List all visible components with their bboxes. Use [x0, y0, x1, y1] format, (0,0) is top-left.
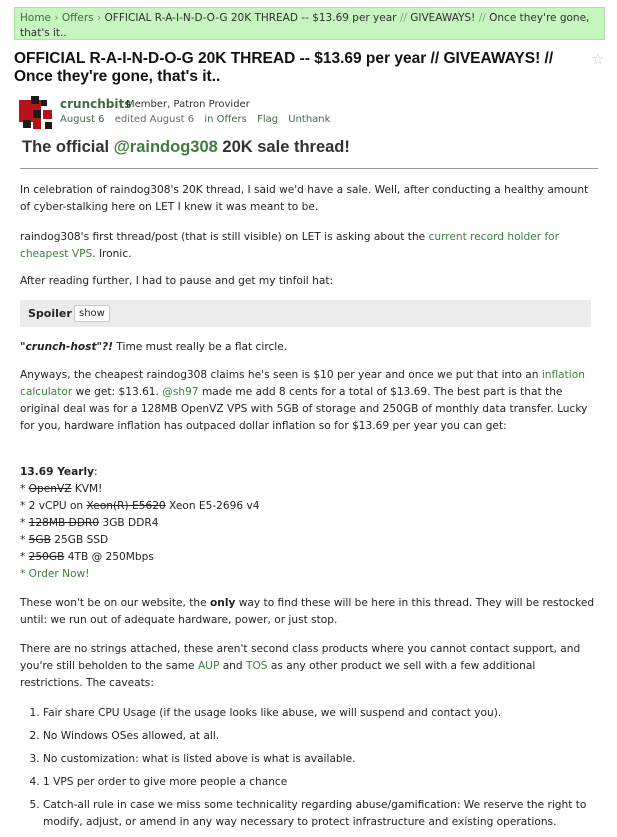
struck-text: Xeon(R) E5620: [86, 500, 166, 512]
text: 3GB DDR4: [99, 517, 159, 529]
heading-text: The official: [22, 138, 110, 156]
text: and: [219, 660, 246, 672]
author-role: Member, Patron Provider: [126, 99, 250, 110]
sh97-mention-link[interactable]: @sh97: [162, 386, 199, 398]
breadcrumb-home[interactable]: Home: [20, 12, 52, 24]
bold-text: only: [210, 597, 236, 609]
breadcrumb-separator: ›: [54, 12, 62, 24]
spec-list: [20, 464, 598, 583]
spoiler-label: Spoiler: [28, 307, 72, 320]
heading-text: 20K sale thread!: [222, 138, 350, 156]
breadcrumb-slash: //: [399, 12, 407, 24]
breadcrumb-offers[interactable]: Offers: [61, 12, 94, 24]
order-now-link[interactable]: Order Now!: [28, 568, 90, 580]
avatar[interactable]: [19, 96, 52, 129]
text: KVM!: [71, 483, 103, 495]
spec-item: [20, 515, 598, 532]
breadcrumb-current-3: Once they're gone, that's it..: [20, 12, 590, 39]
bullet: *: [20, 517, 29, 529]
paragraph-first-thread: [20, 229, 598, 263]
avatar-logo: [19, 96, 52, 129]
italic-text: "crunch-host"?!: [20, 341, 114, 353]
struck-text: 128MB DDR0: [28, 517, 100, 529]
caveat-item: 3. No customization: what is listed above is what is available.: [43, 751, 598, 768]
star-icon[interactable]: ☆: [591, 50, 605, 68]
text: 25GB SSD: [50, 534, 109, 546]
post-meta: [60, 114, 337, 125]
breadcrumb-current-2: GIVEAWAYS!: [410, 12, 476, 24]
post-heading: [22, 138, 350, 157]
text: way to find these will be here in this thread. They will be restocked until: we run out of adequate hardware, power, or just stop.: [20, 597, 595, 626]
text: Time must really be a flat circle.: [113, 341, 288, 353]
breadcrumb-current-1: OFFICIAL R-A-I-N-D-O-G 20K THREAD -- $13.69 per year: [104, 12, 397, 24]
spec-item: [20, 532, 598, 549]
text: as any other product we sell with a few additional restrictions. The caveats:: [20, 660, 536, 689]
paragraph-intro: In celebration of raindog308's 20K thread, I said we'd have a sale. Well, after conducting a healthy amount of cyber-stalking here on LET I knew it was meant to be.: [20, 184, 589, 213]
breadcrumb-slash: //: [478, 12, 486, 24]
spec-title-text: 13.69 Yearly: [20, 466, 94, 478]
bullet: *: [20, 551, 29, 563]
tos-link[interactable]: TOS: [246, 660, 268, 672]
post-edited: edited August 6: [114, 114, 195, 125]
text: 2 vCPU on: [28, 500, 87, 512]
text: :: [94, 466, 98, 478]
bullet: *: [20, 534, 29, 546]
bullet: *: [20, 568, 29, 580]
text: Xeon E5-2696 v4: [165, 500, 260, 512]
text: 4TB @ 250Mbps: [64, 551, 154, 563]
aup-link[interactable]: AUP: [197, 660, 220, 672]
spec-item: [20, 498, 598, 515]
text: Anyways, the cheapest raindog308 claims he's seen is $10 per year and once we put that into an: [20, 369, 539, 381]
author-name[interactable]: crunchbits: [60, 97, 132, 111]
struck-text: 250GB: [28, 551, 65, 563]
caveat-item: 4. 1 VPS per order to give more people a chance: [43, 774, 598, 791]
post-date[interactable]: August 6: [60, 114, 105, 125]
heading-mention-link[interactable]: @raindog308: [113, 138, 218, 156]
flag-link[interactable]: Flag: [257, 114, 279, 125]
text: made me add 8 cents for a total of $13.69. The best part is that the original deal was for a 128MB OpenVZ VPS with 5GB of storage and 250GB of monthly data transfer. Lucky for you, hardware inflation has outpaced dollar inflation so for $13.69 per year you can get:: [20, 386, 588, 432]
text: There are no strings attached, these aren't second class products where you cannot contact support, and you're still beholden to the same: [20, 643, 581, 672]
caveat-item: 2. No Windows OSes allowed, at all.: [43, 728, 598, 745]
paragraph-inflation: [20, 367, 598, 435]
spoiler-show-button[interactable]: show: [74, 305, 110, 322]
spec-title: [20, 464, 598, 481]
thread-title: OFFICIAL R-A-I-N-D-O-G 20K THREAD -- $13.69 per year // GIVEAWAYS! // Once they're gone, that's it..: [14, 50, 554, 85]
bullet: *: [20, 500, 29, 512]
paragraph-tinfoil: After reading further, I had to pause and get my tinfoil hat:: [20, 275, 334, 287]
post-category[interactable]: in Offers: [204, 114, 247, 125]
text: raindog308's first thread/post (that is still visible) on LET is asking about the: [20, 231, 426, 243]
caveats-list: [20, 705, 598, 837]
unthank-link[interactable]: Unthank: [288, 114, 331, 125]
order-now-item: [20, 566, 598, 583]
breadcrumb: [14, 7, 605, 40]
caveat-item: 5. Catch-all rule in case we miss some technicality regarding abuse/gamification: We reserve the right to modify, adjust, or amend in any way necessary to protect infrastructure and existing operations.: [43, 797, 598, 831]
breadcrumb-separator: ›: [97, 12, 105, 24]
text: . Ironic.: [92, 248, 132, 260]
text: These won't be on our website, the: [20, 597, 211, 609]
paragraph-strings: [20, 641, 598, 692]
inflation-calculator-link[interactable]: inflation calculator: [20, 369, 585, 398]
struck-text: OpenVZ: [28, 483, 72, 495]
spec-item: [20, 549, 598, 566]
spec-item: [20, 481, 598, 498]
paragraph-restock: [20, 595, 598, 629]
paragraph-crunch-host: [20, 339, 598, 356]
record-holder-link[interactable]: current record holder for cheapest VPS: [20, 231, 560, 260]
spoiler-block: [20, 300, 591, 327]
bullet: *: [20, 483, 29, 495]
text: we get: $13.61.: [72, 386, 163, 398]
caveat-item: 1. Fair share CPU Usage (if the usage looks like abuse, we will suspend and contact you).: [43, 705, 598, 722]
divider: [20, 168, 598, 169]
struck-text: 5GB: [28, 534, 51, 546]
